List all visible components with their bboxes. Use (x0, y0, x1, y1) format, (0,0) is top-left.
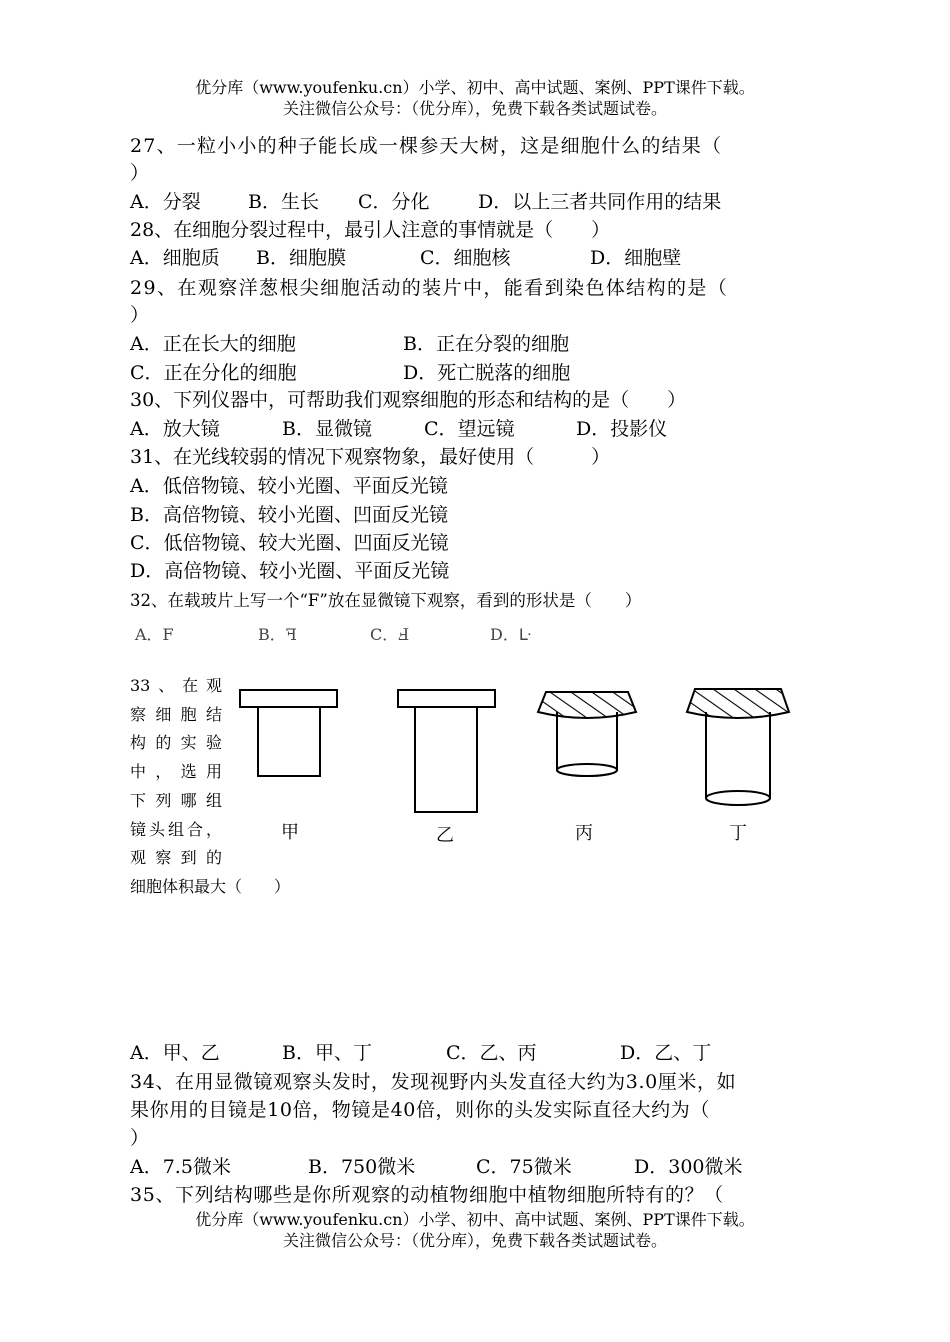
q27-option-b: B．生长 (248, 191, 319, 213)
lens-yi-eyepiece (398, 690, 495, 812)
q33-stem-line: 察细胞结 (130, 704, 222, 724)
q29-option-b: B．正在分裂的细胞 (403, 333, 569, 355)
q35-stem: 35、下列结构哪些是你所观察的动植物细胞中植物细胞所特有的？（ (130, 1184, 724, 1206)
q27-stem: 27、一粒小小的种子能长成一棵参天大树，这是细胞什么的结果（ (130, 135, 723, 157)
q32-option-c: C．Ⅎ (370, 625, 410, 644)
q27-option-d: D．以上三者共同作用的结果 (478, 191, 722, 213)
q32-stem: 32、在载玻片上写一个“F”放在显微镜下观察，看到的形状是（ ） (130, 591, 642, 610)
q33-stem-line: 细胞体积最大（ ） (130, 876, 291, 896)
q32-option-b: B．ꟻ (258, 625, 297, 644)
q30-option-b: B．显微镜 (282, 418, 372, 440)
q31-option-a: A．低倍物镜、较小光圈、平面反光镜 (130, 475, 448, 497)
q34-option-a: A．7.5微米 (130, 1156, 231, 1178)
q30-stem: 30、下列仪器中，可帮助我们观察细胞的形态和结构的是（ ） (130, 389, 687, 411)
q34-option-c: C．75微米 (476, 1156, 572, 1178)
footer-line-1: 优分库（www.youfenku.cn）小学、初中、高中试题、案例、PPT课件下载。 (195, 1210, 755, 1229)
q34-option-d: D．300微米 (634, 1156, 743, 1178)
lens-label-yi: 乙 (436, 825, 454, 846)
q32-option-d: D．ᒷ (490, 625, 532, 644)
q28-option-b: B．细胞膜 (256, 247, 346, 269)
q28-option-c: C．细胞核 (420, 247, 511, 269)
q33-stem-line: 镜头组合， (130, 819, 222, 839)
q33-stem-line: 下列哪组 (130, 790, 222, 810)
q27-stem-end: ） (130, 162, 150, 184)
header-line-1: 优分库（www.youfenku.cn）小学、初中、高中试题、案例、PPT课件下载。 (195, 78, 755, 97)
q29-option-a: A．正在长大的细胞 (130, 333, 296, 355)
lens-bing-objective (538, 692, 636, 776)
footer-line-2: 关注微信公众号：（优分库），免费下载各类试题试卷。 (282, 1231, 667, 1250)
q30-option-a: A．放大镜 (130, 418, 220, 440)
q33-stem-line: 观察到的 (130, 848, 222, 868)
header-line-2: 关注微信公众号：（优分库），免费下载各类试题试卷。 (282, 99, 667, 118)
lens-ding-objective (687, 689, 789, 805)
q33-stem-line: 构的实验 (130, 733, 222, 753)
q28-option-a: A．细胞质 (130, 247, 220, 269)
lens-label-jia: 甲 (281, 822, 299, 843)
q34-stem-line-1: 34、在用显微镜观察头发时，发现视野内头发直径大约为3.0厘米，如 (130, 1071, 737, 1093)
q33-option-b: B．甲、丁 (282, 1042, 372, 1064)
lens-label-bing: 丙 (575, 823, 593, 844)
q33-stem-line: 中，选用 (130, 762, 222, 782)
q28-option-d: D．细胞壁 (590, 247, 682, 269)
q34-option-b: B．750微米 (308, 1156, 416, 1178)
q33-option-d: D．乙、丁 (620, 1042, 712, 1064)
q27-option-a: A．分裂 (130, 191, 201, 213)
q34-stem-line-2: 果你用的目镜是10倍，物镜是40倍，则你的头发实际直径大约为（ (130, 1099, 710, 1121)
q30-option-c: C．望远镜 (424, 418, 515, 440)
q30-option-d: D．投影仪 (576, 418, 668, 440)
q29-option-c: C．正在分化的细胞 (130, 362, 297, 384)
q32-option-a: A．F (135, 625, 174, 644)
q31-stem: 31、在光线较弱的情况下观察物象，最好使用（ ） (130, 446, 611, 468)
q33-option-a: A．甲、乙 (130, 1042, 220, 1064)
q33-stem-line: 33、在观 (130, 676, 222, 695)
q31-option-d: D．高倍物镜、较小光圈、平面反光镜 (130, 560, 450, 582)
q27-option-c: C．分化 (358, 191, 430, 213)
q29-stem-end: ） (130, 304, 150, 326)
q34-stem-line-3: ） (130, 1127, 150, 1149)
lens-label-ding: 丁 (729, 823, 747, 844)
q29-option-d: D．死亡脱落的细胞 (403, 362, 571, 384)
q31-option-c: C．低倍物镜、较大光圈、凹面反光镜 (130, 532, 449, 554)
q31-option-b: B．高倍物镜、较小光圈、凹面反光镜 (130, 504, 448, 526)
q28-stem: 28、在细胞分裂过程中，最引人注意的事情就是（ ） (130, 219, 611, 241)
q29-stem: 29、在观察洋葱根尖细胞活动的装片中，能看到染色体结构的是（ (130, 277, 729, 299)
lens-jia-eyepiece (240, 690, 337, 776)
q33-option-c: C．乙、丙 (446, 1042, 537, 1064)
